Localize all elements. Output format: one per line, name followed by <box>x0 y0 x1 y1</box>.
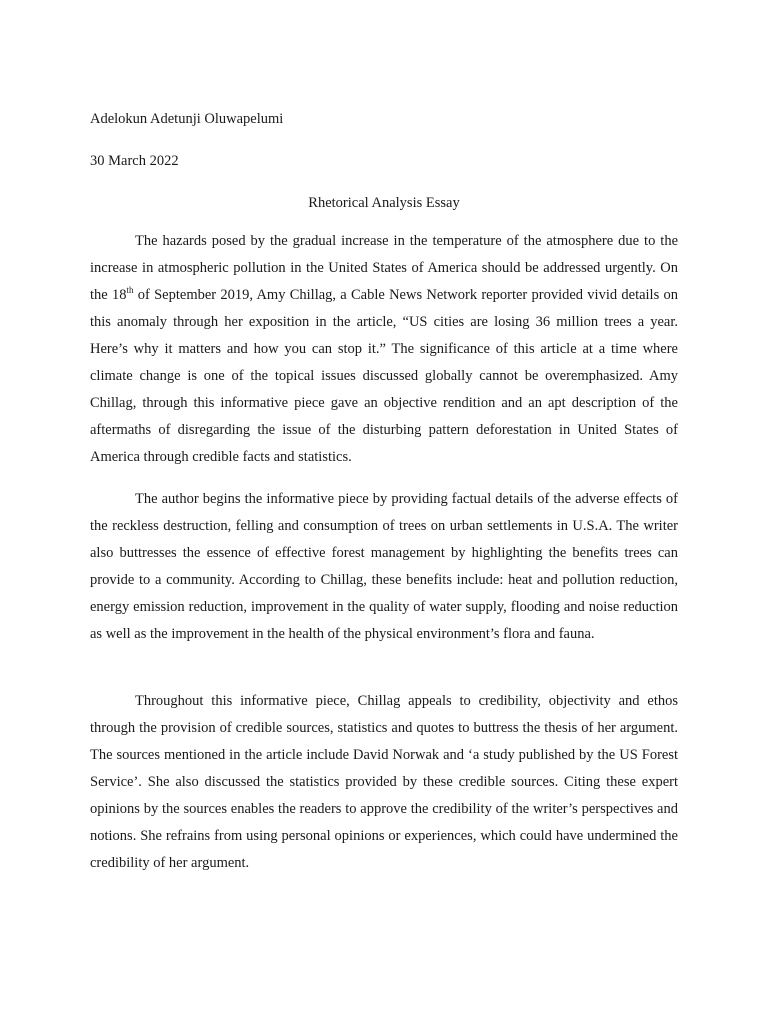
paragraph-3: Throughout this informative piece, Chillag appeals to credibility, objectivity and ethos through the provision of credible sources, statistics and quotes to buttress the thesis of her argument. The sources mentioned in the article include David Norwak and ‘a study published by the US Forest Service’. She also discussed the statistics provided by these credible sources. Citing these expert opinions by the sources enables the readers to approve the credibility of the writer’s perspectives and notions. She refrains from using personal opinions or experiences, which could have undermined the credibility of her argument. <box>90 693 678 871</box>
author-name: Adelokun Adetunji Oluwapelumi <box>90 111 284 127</box>
ordinal-suffix: th <box>126 285 134 296</box>
paragraph-1-text-end: of September 2019, Amy Chillag, a Cable News Network reporter provided vivid details on this anomaly through her exposition in the article, “US cities are losing 36 million trees a year. Here’s why it matters and how you can stop it.” The significance of this article at a time where climate change is one of the topical issues discussed globally cannot be overemphasized. Amy Chillag, through this informative piece gave an objective rendition and an apt description of the aftermaths of disregarding the issue of the disturbing pattern deforestation in United States of America through credible facts and statistics. <box>90 287 678 465</box>
paragraph-2: The author begins the informative piece by providing factual details of the adverse effects of the reckless destruction, felling and consumption of trees on urban settlements in U.S.A. The writer also buttresses the essence of effective forest management by highlighting the benefits trees can provide to a community. According to Chillag, these benefits include: heat and pollution reduction, energy emission reduction, improvement in the quality of water supply, flooding and noise reduction as well as the improvement in the health of the physical environment’s flora and fauna. <box>90 491 678 642</box>
essay-title: Rhetorical Analysis Essay <box>308 195 460 211</box>
paragraph-1-text-start: The hazards posed by the gradual increase in the temperature of the atmosphere due to the increase in atmospheric pollution in the United States of America should be addressed urgently. On the 18 <box>90 233 678 303</box>
paragraph-1 <box>90 228 678 471</box>
essay-date: 30 March 2022 <box>90 153 179 169</box>
